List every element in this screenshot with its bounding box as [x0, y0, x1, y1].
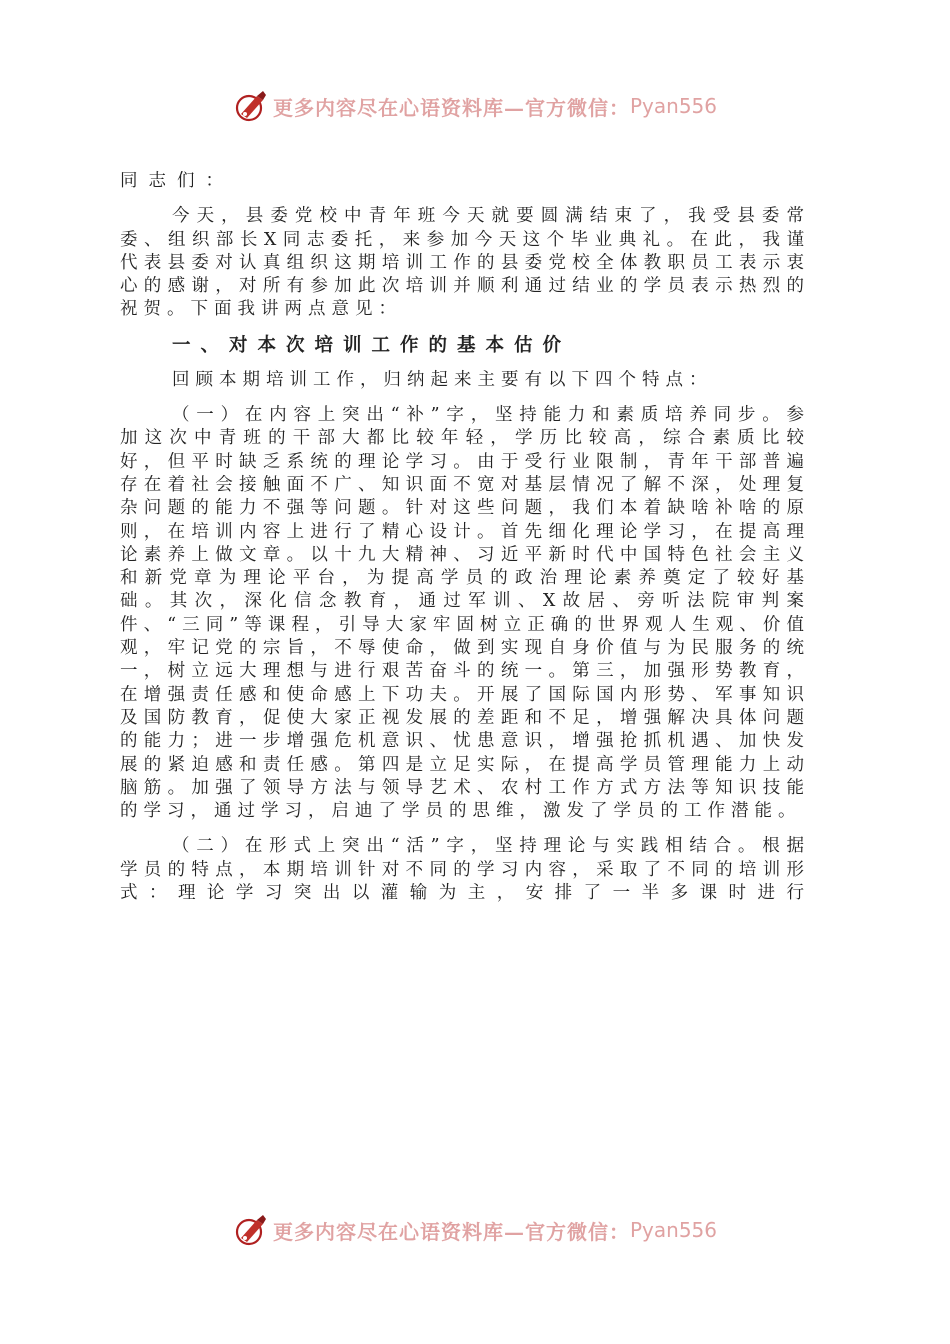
point-1-paragraph: （一）在内容上突出“补”字，坚持能力和素质培养同步。参加这次中青班的干部大都比较年轻，学历比较高，综合素质比较好，但平时缺乏系统的理论学习。由于受行业限制，青年干部普遍存在着社会接触面不广、知识面不宽对基层情况了解不深，处理复杂问题的能力不强等问题。针对这些问题，我们本着缺啥补啥的原则，在培训内容上进行了精心设计。首先细化理论学习，在提高理论素养上做文章。以十九大精神、习近平新时代中国特色社会主义和新党章为理论平台，为提高学员的政治理论素养奠定了较好基础。其次，深化信念教育，通过军训、X故居、旁听法院审判案件、“三同”等课程，引导大家牢固树立正确的世界观人生观、价值观，牢记党的宗旨，不辱使命，做到实现自身价值与为民服务的统一，树立远大理想与进行艰苦奋斗的统一。第三，加强形势教育，在增强责任感和使命感上下功夫。开展了国际国内形势、军事知识及国防教育，促使大家正视发展的差距和不足，增强解决具体问题的能力；进一步增强危机意识、忧患意识，增强抢抓机遇、加快发展的紧迫感和责任感。第四是立足实际，在提高学员管理能力上动脑筋。加强了领导方法与领导艺术、农村工作方式方法等知识技能的学习，通过学习，启迪了学员的思维，激发了学员的工作潜能。 [120, 405, 810, 822]
point-2-paragraph: （二）在形式上突出“活”字，坚持理论与实践相结合。根据学员的特点，本期培训针对不同的学习内容，采取了不同的培训形式：理论学习突出以灌输为主，安排了一半多课时进行 [120, 836, 810, 904]
section-heading-1: 一、对本次培训工作的基本估价 [172, 334, 572, 356]
pen-nib-logo-icon [233, 1212, 269, 1248]
pen-nib-logo-icon [233, 88, 269, 124]
review-paragraph: 回顾本期培训工作，归纳起来主要有以下四个特点： [172, 369, 713, 390]
header-watermark-banner [0, 84, 950, 128]
document-body [120, 170, 810, 905]
banner-text: 更多内容尽在心语资料库—官方微信： [272, 95, 630, 120]
banner-wechat-id: Pyan556 [629, 94, 717, 118]
footer-watermark-banner [0, 1208, 950, 1252]
salutation: 同志们： [120, 171, 234, 191]
banner-wechat-id: Pyan556 [629, 1218, 717, 1242]
intro-paragraph: 今天，县委党校中青年班今天就要圆满结束了，我受县委常委、组织部长X同志委托，来参加今天这个毕业典礼。在此，我谨代表县委对认真组织这期培训工作的县委党校全体教职员工表示衷心的感谢，对所有参加此次培训并顺利通过结业的学员表示热烈的祝贺。下面我讲两点意见： [120, 206, 810, 320]
banner-text: 更多内容尽在心语资料库—官方微信： [272, 1219, 630, 1244]
